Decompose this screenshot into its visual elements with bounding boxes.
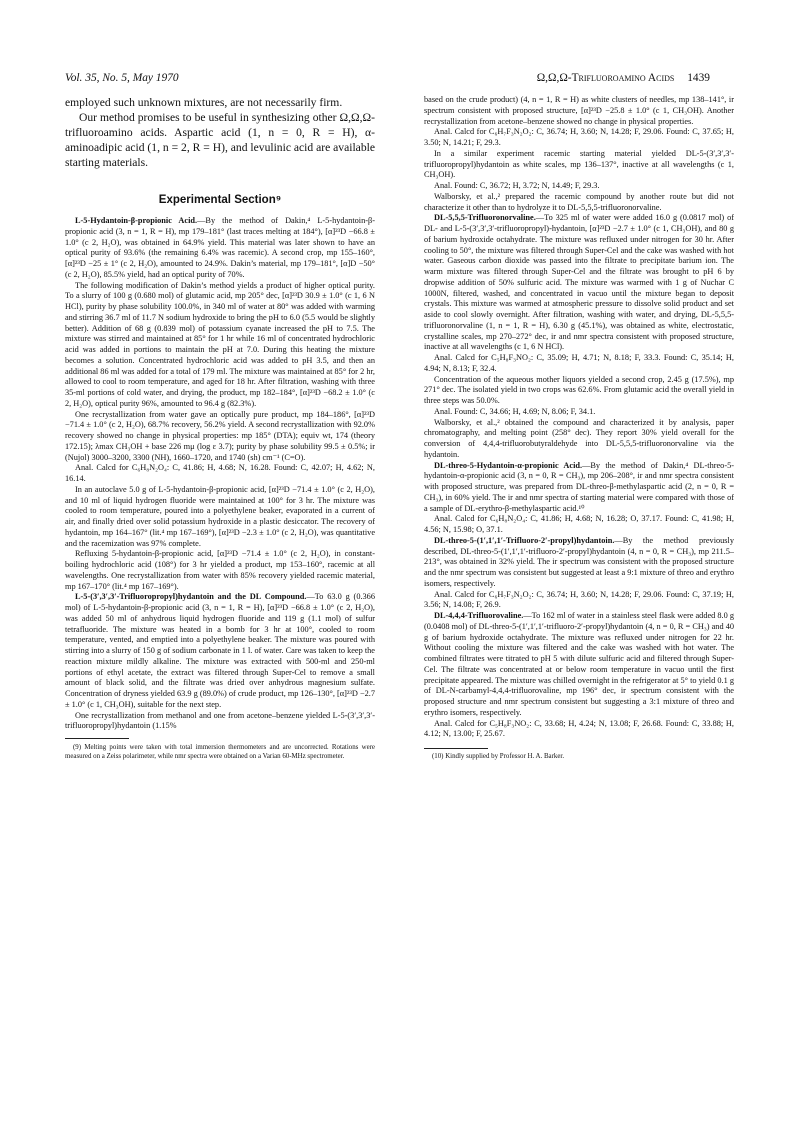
body-paragraph: One recrystallization from methanol and one from acetone–benzene yielded L-5-(3′,3′,3′-trifluoropropyl)hydantoin (1.15% bbox=[65, 710, 375, 731]
body-paragraph: The following modification of Dakin’s method yields a product of higher optical purity. To a slurry of 100 g (0.680 mol) of glutamic acid, mp 205° dec, [α]²³D 30.9 ± 1.0° (c 1, 6 N HCl), purity by phase solubility 100.0%, in 340 ml of water at 80° was added with warming and stirring 36.7 ml of 11.7 N sodium hydroxide to bring the pH to 6.0 (5.5 would be slightly better). Addition of 68 g (0.839 mol) of potassium cyanate increased the pH to 7.5. The mixture was stirred and maintained at 85° for 1 hr while 16 ml of concentrated hydrochloric acid was added in portions to maintain the pH at 7.0. During this heating the mixture becomes a solution. Concentrated hydrochloric acid was added to pH 3.5, and then an additional 86 ml was added for a total of 179 ml. The mixture was maintained at 85° for 2 hr, allowed to cool to room temperature, and aged for 18 hr. After filtration, washing with three 35-ml portions of cold water, and drying, the product, mp 182–184°, [α]²³D −68.2 ± 1.0° (c 2, H₂O), optical purity 96%, amounted to 96.4 g (82.3%). bbox=[65, 280, 375, 408]
body-paragraph: In an autoclave 5.0 g of L-5-hydantoin-β-propionic acid, [α]²³D −71.4 ± 1.0° (c 2, H₂O), and 10 ml of liquid hydrogen fluoride were maintained at 100° for 3 hr. The mixture was cooled to room temperature, poured into a polyethylene beaker, evaporated in a current of air, and finally dried over solid potassium hydroxide in a plastic desiccator. The recovery of hydantoin, mp 164–167° (lit.⁴ mp 167–169°), [α]²³D −2.3 ± 1.0° (c 2, H₂O), was quantitative and the racemization was 97% complete. bbox=[65, 484, 375, 548]
running-title-and-page bbox=[537, 70, 710, 86]
paragraph-text: —By the method of Dakin,⁴ L-5-hydantoin-β-propionic acid (3, n = 1, R = H), mp 179–181° (last traces melting at 184°), [α]²³D −66.8 ± 1.0° (c 2, H₂O), was obtained in 64.9% yield. This material was later shown to have an optical purity of 93.6% (the remaining 6.4% was racemic). A second crop, mp 155–160°, [α]²³D −25 ± 1° (c 2, H₂O), amounted to 24.9%. Dakin’s material, mp 179–181°, [α]D −50° (c 2, H₂O), 85.5% yield, had an optical purity of 70%. bbox=[65, 216, 375, 279]
running-title: Ω,Ω,Ω-Trifluoroamino Acids bbox=[536, 72, 675, 84]
journal-volume-issue: Vol. 35, No. 5, May 1970 bbox=[65, 72, 179, 84]
body-paragraph bbox=[424, 611, 734, 719]
body-paragraph bbox=[424, 461, 734, 515]
running-head bbox=[65, 70, 710, 86]
analysis-paragraph: Anal. Calcd for C₅H₈F₃NO₂: C, 33.68; H, 4.24; N, 13.08; F, 26.68. Found: C, 33.88; H, 4.12; N, 13.00; F, 25.67. bbox=[424, 718, 734, 739]
body-paragraph: based on the crude product) (4, n = 1, R = H) as white clusters of needles, mp 138–141°, ir spectrum consistent with proposed structure, [α]²³D −25.8 ± 1.0° (c 1, CH₃OH). Another recrystallization from acetone–benzene showed no change in physical properties. bbox=[424, 95, 734, 126]
footnote: (9) Melting points were taken with total immersion thermometers and are uncorrected. Rotations were measured on a Zeiss polarimeter, while nmr spectra were obtained on a Varian 60-MHz spectrometer. bbox=[65, 744, 375, 760]
right-column bbox=[424, 95, 734, 1067]
analysis-paragraph: Anal. Calcd for C₅H₈F₃NO₂: C, 35.09; H, 4.71; N, 8.18; F, 33.3. Found: C, 35.14; H, 4.94; N, 8.13; F, 32.4. bbox=[424, 353, 734, 373]
footnote: (10) Kindly supplied by Professor H. A. Barker. bbox=[432, 753, 565, 760]
page-number: 1439 bbox=[687, 72, 710, 84]
body-paragraph: Concentration of the aqueous mother liquors yielded a second crop, 2.45 g (17.5%), mp 271° dec. The isolated yield in two crops was 62.6%. From glutamic acid the overall yield in three steps was 50.0%. bbox=[424, 374, 734, 405]
analysis-paragraph: Anal. Calcd for C₆H₇F₃N₂O₂: C, 36.74; H, 3.60; N, 14.28; F, 29.06. Found: C, 37.19; H, 3.56; N, 14.08; F, 26.9. bbox=[424, 589, 734, 610]
body-paragraph: Walborsky, et al.,² prepared the racemic compound by another route but did not characterize it other than to hydrolyze it to DL-5,5,5-trifluoronorvaline. bbox=[424, 191, 734, 212]
analysis-paragraph: Anal. Calcd for C₆H₈N₂O₄: C, 41.86; H, 4.68; N, 16.28. Found: C, 42.07; H, 4.62; N, 16.14. bbox=[65, 463, 375, 483]
footnote-divider bbox=[424, 748, 488, 749]
body-paragraph bbox=[65, 216, 375, 281]
left-column bbox=[65, 95, 375, 1060]
intro-paragraph: Our method promises to be useful in synthesizing other Ω,Ω,Ω-trifluoroamino acids. Aspartic acid (1, n = 0, R = H), α-aminoadipic acid (1, n = 2, R = H), and levulinic acid are available starting materials. bbox=[65, 111, 375, 169]
analysis-paragraph: Anal. Found: C, 34.66; H, 4.69; N, 8.06; F, 34.1. bbox=[434, 406, 596, 416]
body-paragraph bbox=[424, 213, 734, 353]
body-paragraph: Walborsky, et al.,² obtained the compound and characterized it by analysis, paper chromatography, and melting point (258° dec). They report 30% yield overall for the conversion of 4,4,4-trifluorobutyraldehyde into DL-5,5,5-trifluoronorvaline via the hydantoin. bbox=[424, 417, 734, 459]
paragraph-text: —To 325 ml of water were added 16.0 g (0.0817 mol) of DL- and L-5-(3′,3′,3′-trifluoropropyl)-hydantoin, [α]²³D −2.7 ± 1.0° (c 1, CH₃OH), and 80 g of barium hydroxide octahydrate. The mixture was refluxed under nitrogen for 30 hr. After cooling to 50°, the mixture was filtered through Super-Cel and the cake was washed with hot water. Gaseous carbon dioxide was passed into the filtrate to precipitate barium ion. The warm mixture was filtered through Super-Cel and the filtrate was brought to pH 6 by dropwise addition of 50% sulfuric acid. The mixture was warmed with 1 g of Nuchar C 1000N, filtered, washed, and concentrated in vacuo until the mixture began to deposit crystals. This mixture was warmed at atmospheric pressure to dissolve solid product and set aside to cool slowly overnight. After filtration, washing with water, and drying, DL-5,5,5-trifluoronorvaline (1, n = 1, R = H), 6.30 g (45.1%), was obtained as white, electrostatic, crystalline scales, mp 270–272° dec, ir and nmr spectra consistent with proposed structure, inactive at all wavelengths (c 1, 6 N HCl). bbox=[424, 213, 734, 352]
analysis-paragraph: Anal. Calcd for C₆H₈N₂O₄: C, 41.86; H, 4.68; N, 16.28; O, 37.17. Found: C, 41.98; H, 4.56; N, 15.98; O, 37.1. bbox=[424, 514, 734, 534]
body-paragraph bbox=[424, 536, 734, 590]
compound-heading: DL-5,5,5-Trifluoronorvaline. bbox=[434, 213, 536, 223]
analysis-paragraph: Anal. Calcd for C₆H₇F₃N₂O₂: C, 36.74; H, 3.60; N, 14.28; F, 29.06. Found: C, 37.65; H, 3.50; N, 14.21; F, 29.3. bbox=[424, 127, 734, 147]
paragraph-text: —By the method of Dakin,⁴ DL-threo-5-hydantoin-α-propionic acid (3, n = 0, R = CH₃), mp 206–208°, ir and nmr spectra consistent with proposed structure, was prepared from DL-threo-β-methylaspartic acid (2, n = 0, R = CH₃), in 60% yield. The ir and nmr spectra of starting material were compared with those of a sample of DL-erythro-β-methylaspartic acid.¹⁰ bbox=[424, 460, 734, 513]
footnote-divider bbox=[65, 738, 129, 739]
body-paragraph: In a similar experiment racemic starting material yielded DL-5-(3′,3′,3′-trifluoropropyl)hydantoin as white scales, mp 136–137°, inactive at all wavelengths (c 1, CH₃OH). bbox=[424, 148, 734, 180]
intro-paragraph: employed such unknown mixtures, are not necessarily firm. bbox=[65, 96, 343, 109]
body-paragraph: Refluxing 5-hydantoin-β-propionic acid, [α]²³D −71.4 ± 1.0° (c 2, H₂O), in constant-boiling hydrochloric acid (108°) for 3 hr yielded a product, mp 153–160°, racemic at all wavelengths. One recrystallization from water with 85% recovery yielded racemic material, mp 167–170° (lit.⁴ mp 167–169°). bbox=[65, 549, 375, 591]
compound-heading: DL-4,4,4-Trifluorovaline. bbox=[434, 611, 524, 620]
paragraph-text: —To 162 ml of water in a stainless steel flask were added 8.0 g (0.0408 mol) of DL-threo-5-(1′,1′,1′-trifluoro-2′-propyl)hydantoin (4, n = 0, R = CH₃) and 40 g of barium hydroxide octahydrate. The mixture was refluxed under nitrogen for 22 hr. Without cooling the mixture was filtered and the cake was washed with hot water. The combined filtrates were titrated to pH 5 with dilute sulfuric acid and filtered through Super-Cel. The filtrate was concentrated at or below room temperature in vacuo until the first precipitate appeared. The mixture was chilled overnight in the refrigerator at 5° to yield 0.1 g of DL-N-carbamyl-4,4,4-trifluorovaline, mp 196° dec, ir spectrum consistent with the proposed structure and nmr spectrum consistent but suggesting a 3:1 mixture of threo and erythro isomers, respectively. bbox=[424, 611, 734, 717]
section-heading: Experimental Section⁹ bbox=[158, 194, 282, 206]
body-paragraph bbox=[65, 592, 375, 710]
paragraph-text: —By the method previously described, DL-threo-5-(1′,1′,1′-trifluoro-2′-propyl)hydantoin (4, n = 0, R = CH₃), mp 211.5–213°, was obtained in 32% yield. The ir spectrum was consistent with the proposed structure and the nmr spectrum was consistent but suggested at least a 9:1 mixture of threo and erythro isomers, respectively. bbox=[424, 535, 734, 588]
compound-heading: DL-threo-5-(1′,1′,1′-Trifluoro-2′-propyl)hydantoin. bbox=[434, 535, 615, 545]
compound-heading: L-5-(3′,3′,3′-Trifluoropropyl)hydantoin and the DL Compound. bbox=[75, 592, 307, 602]
analysis-paragraph: Anal. Found: C, 36.72; H, 3.72; N, 14.49; F, 29.3. bbox=[434, 181, 600, 190]
compound-heading: DL-threo-5-Hydantoin-α-propionic Acid. bbox=[434, 460, 583, 470]
body-paragraph: One recrystallization from water gave an optically pure product, mp 184–186°, [α]²³D −71.4 ± 1.0° (c 2, H₂O), 68.7% recovery, 56.2% yield. A second recrystallization with 92.0% recovery showed no change in physical properties: mp 185° (DTA); equiv wt, 174 (theory 172.15); λmax CH₃OH + base 226 mμ (log ε 3.7); purity by phase solubility 99.5 ± 0.5%; ir (Nujol) 3000–3200, 3300 (NH), 1660–1720, and 1740 (sh) cm⁻¹ (C=O). bbox=[65, 409, 375, 462]
compound-heading: L-5-Hydantoin-β-propionic Acid. bbox=[75, 216, 198, 225]
paragraph-text: —To 63.0 g (0.366 mol) of L-5-hydantoin-β-propionic acid (3, n = 1, R = H), [α]²³D −66.8 ± 1.0° (c 2, H₂O), was added 50 ml of anhydrous liquid hydrogen fluoride and 119 g (1.1 mol) of sulfur tetrafluoride. The mixture was heated in a bomb for 3 hr at 100°, cooled to room temperature, vented, and emptied into a polyethylene beaker. The mixture was poured with stirring into a slurry of 150 g of sodium carbonate in 1 l. of water. Care was taken to keep the reaction mixture mildly alkaline. The mixture was extracted with 500-ml and 250-ml portions of ethyl acetate, the extract was filtered through Super-Cel to remove a small amount of black solid, and the filtrate was dried over anhydrous magnesium sulfate. Concentration of dryness yielded 63.9 g (89.0%) of crude product, mp 126–130°, [α]²³D −2.7 ± 1.0° (c 1, CH₃OH), suitable for the next step. bbox=[65, 592, 375, 709]
